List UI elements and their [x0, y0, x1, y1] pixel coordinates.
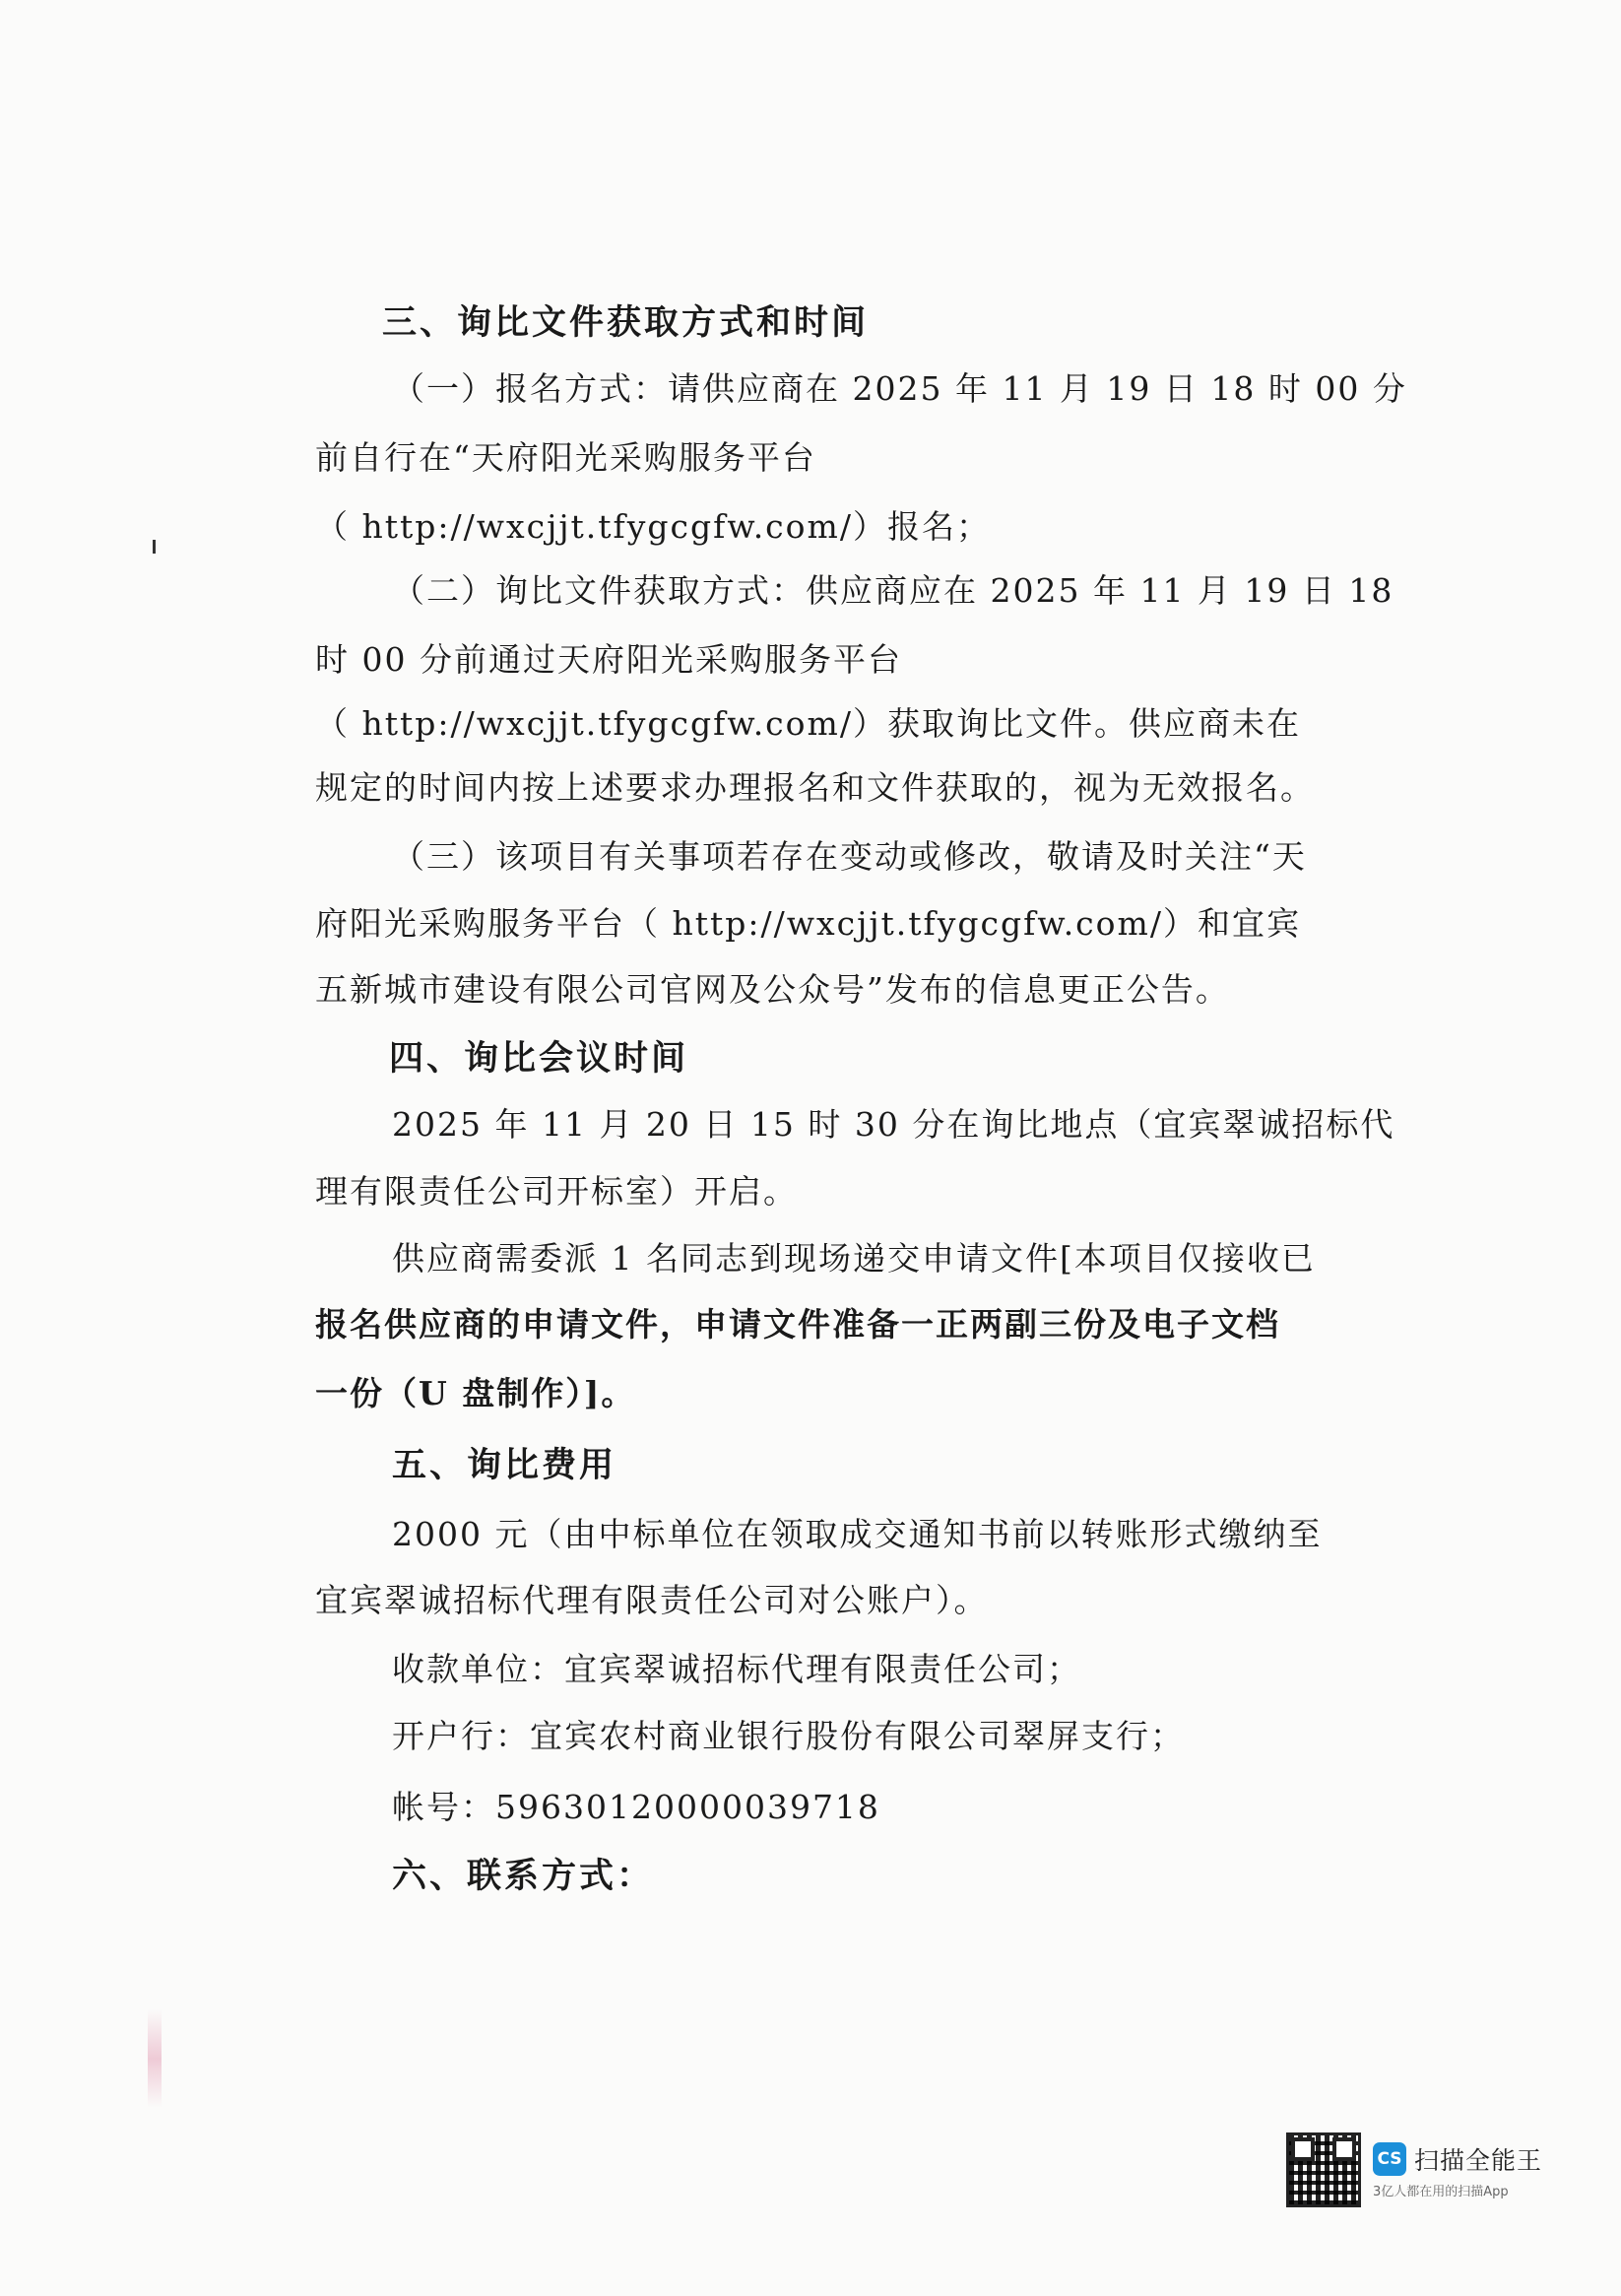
section-3-p1-line2: 前自行在“天府阳光采购服务平台 [315, 438, 816, 477]
section-3-p1-line1: （一）报名方式：请供应商在 2025 年 11 月 19 日 18 时 00 分 [392, 369, 1407, 408]
section-3-p2-line1: （二）询比文件获取方式：供应商应在 2025 年 11 月 19 日 18 [392, 571, 1394, 610]
section-3-p3-line3: 五新城市建设有限公司官网及公众号”发布的信息更正公告。 [315, 970, 1230, 1009]
section-5-heading: 五、询比费用 [392, 1445, 617, 1485]
bank-line: 开户行：宜宾农村商业银行股份有限公司翠屏支行； [392, 1717, 1185, 1755]
watermark-brand: 扫描全能王 [1413, 2145, 1542, 2175]
section-5-p1-line2: 宜宾翠诚招标代理有限责任公司对公账户）。 [315, 1581, 989, 1619]
section-4-heading: 四、询比会议时间 [389, 1038, 689, 1079]
section-3-p2-line2: 时 00 分前通过天府阳光采购服务平台 [315, 640, 902, 679]
section-3-heading: 三、询比文件获取方式和时间 [382, 302, 870, 343]
payee-line: 收款单位：宜宾翠诚招标代理有限责任公司； [392, 1650, 1081, 1688]
section-4-p2-line1: 供应商需委派 1 名同志到现场递交申请文件[本项目仅接收已 [392, 1239, 1316, 1278]
scan-mark [153, 540, 156, 554]
section-3-p2-line3: （ http://wxcjjt.tfygcgfw.com/）获取询比文件。供应商未在 [315, 704, 1301, 743]
section-3-p3-line1: （三）该项目有关事项若存在变动或修改，敬请及时关注“天 [392, 837, 1307, 876]
watermark-text [1373, 2141, 1542, 2199]
camscanner-logo-icon: CS [1373, 2142, 1406, 2176]
section-4-p1-line2: 理有限责任公司开标室）开启。 [315, 1172, 798, 1211]
section-3-p3-line2: 府阳光采购服务平台（ http://wxcjjt.tfygcgfw.com/）和宜宾 [315, 904, 1301, 943]
account-line: 帐号：59630120000039718 [392, 1788, 880, 1826]
section-3-p1-line3: （ http://wxcjjt.tfygcgfw.com/）报名； [315, 507, 991, 546]
section-4-p2-line3: 一份（U 盘制作）]。 [315, 1374, 636, 1412]
section-4-p2-line2: 报名供应商的申请文件，申请文件准备一正两副三份及电子文档 [315, 1305, 1280, 1344]
scanner-watermark [1286, 2132, 1542, 2207]
section-4-p1-line1: 2025 年 11 月 20 日 15 时 30 分在询比地点（宜宾翠诚招标代 [392, 1105, 1395, 1144]
watermark-subtitle: 3亿人都在用的扫描App [1372, 2184, 1509, 2199]
qr-code-icon [1286, 2132, 1361, 2207]
section-5-p1-line1: 2000 元（由中标单位在领取成交通知书前以转账形式缴纳至 [392, 1515, 1323, 1553]
scan-smudge [148, 2009, 162, 2108]
section-6-heading: 六、联系方式： [392, 1856, 655, 1896]
section-3-p2-line4: 规定的时间内按上述要求办理报名和文件获取的，视为无效报名。 [315, 768, 1315, 807]
